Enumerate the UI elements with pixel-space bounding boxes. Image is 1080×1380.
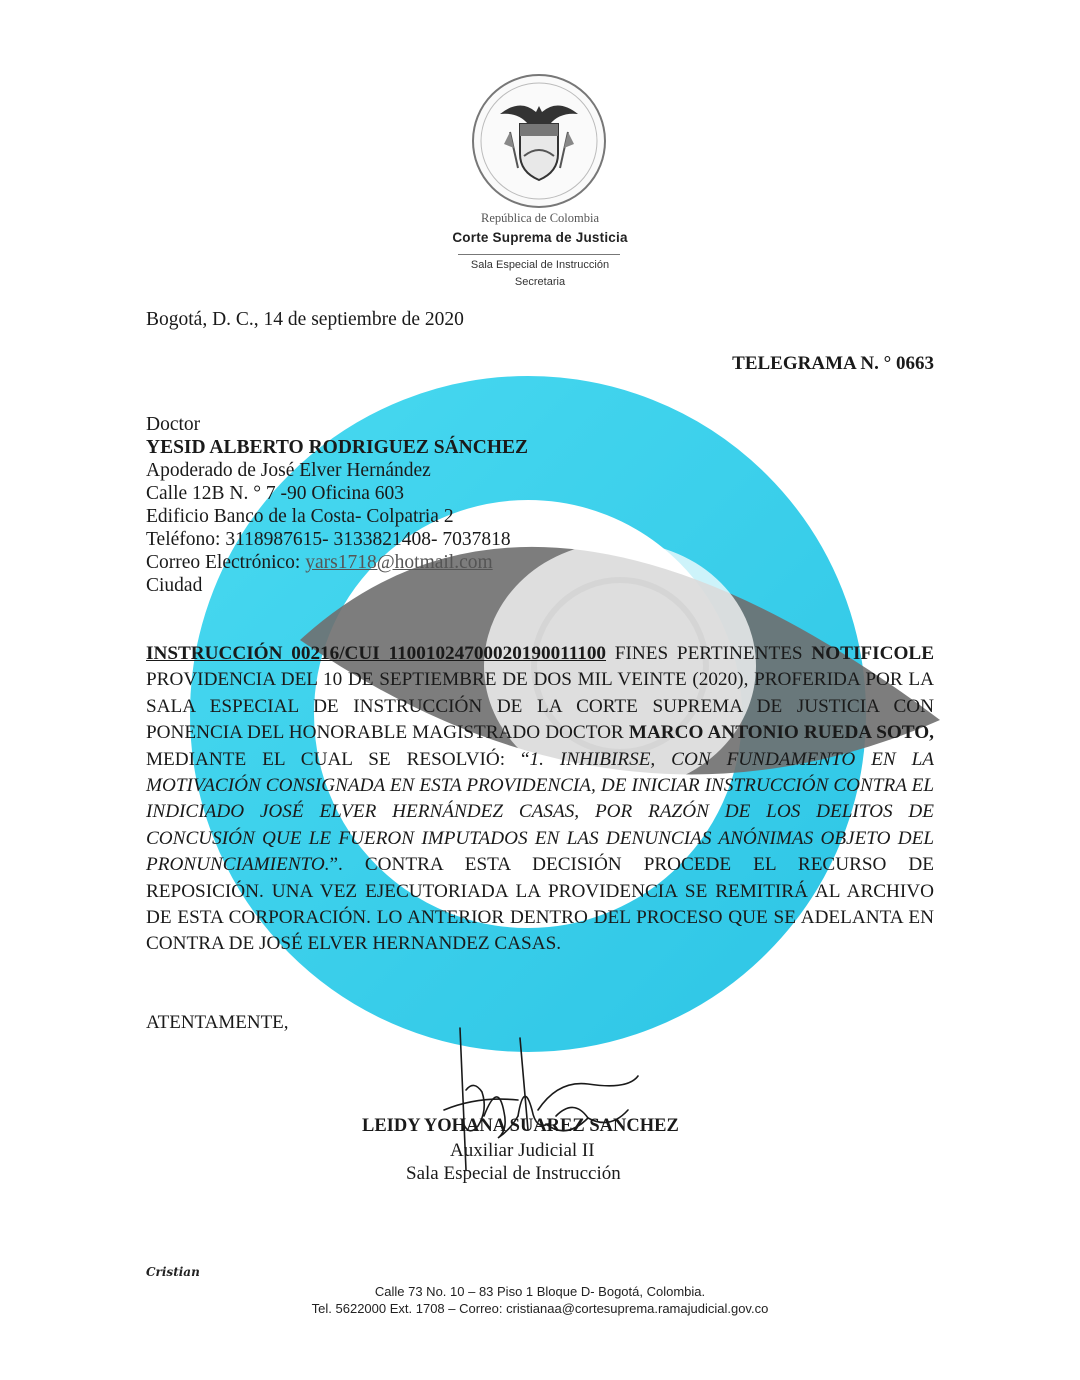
body-part-2: PROVIDENCIA DEL 10 DE SEPTIEMBRE DE DOS MIL VEINTE (2020), PROFERIDA POR LA SALA ESPECIAL DE INSTRUCCIÓN DE LA CORTE SUPREMA DE JUSTICIA CON PONENCIA DEL HONORABLE MAGISTRADO DOCTOR [146,669,934,744]
instruction-reference: INSTRUCCIÓN 00216/CUI [146,643,389,664]
recipient-building: Edificio Banco de la Costa- Colpatria 2 [146,506,454,527]
notify-label: NOTIFICOLE [811,643,934,664]
recipient-role: Apoderado de José Elver Hernández [146,460,431,481]
recipient-title: Doctor [146,414,201,435]
cui-number: 11001024700020190011100 [388,643,607,664]
telegram-number: TELEGRAMA N. ° 0663 [732,353,934,374]
resolution-quote: 1. INHIBIRSE, CON FUNDAMENTO EN LA MOTIVACIÓN CONSIGNADA EN ESTA PROVIDENCIA, DE INICIAR INSTRUCCIÓN CONTRA EL INDICIADO JOSÉ ELVER HERNÁNDEZ CASAS, POR RAZÓN DE LOS DELITOS DE CONCUSIÓN QUE LE FUERON IMPUTADOS EN LAS DENUNCIAS ANÓNIMAS OBJETO DEL PRONUNCIAMIENTO. [146,748,935,876]
recipient-city: Ciudad [146,575,203,596]
body-part-3: MEDIANTE EL CUAL SE RESOLVIÓ: “ [146,748,530,770]
recipient-address: Calle 12B N. ° 7 -90 Oficina 603 [146,483,405,504]
header-country: República de Colombia [480,211,600,225]
body-part-1: FINES PERTINENTES [606,643,812,664]
signatory-chamber: Sala Especial de Instrucción [406,1163,621,1184]
closing-salutation: ATENTAMENTE, [146,1012,289,1033]
recipient-block [146,413,528,597]
telegram-body [146,641,934,958]
coat-of-arms-seal [470,72,608,210]
email-link[interactable]: yars1718@hotmail.com [305,552,493,573]
signatory-name: LEIDY YOHANA SUAREZ SANCHEZ [362,1116,679,1136]
magistrate-name: MARCO ANTONIO RUEDA SOTO, [628,722,934,744]
header-divider [458,254,620,255]
header-chamber: Sala Especial de Instrucción [470,259,610,271]
recipient-phone: Teléfono: 3118987615- 3133821408- 7037818 [146,529,511,550]
footer-address: Calle 73 No. 10 – 83 Piso 1 Bloque D- Bogotá, Colombia. [374,1284,706,1299]
typist-initials [146,1263,206,1287]
handwritten-signature [438,1020,658,1190]
header-office: Secretaria [514,276,566,288]
email-label: Correo Electrónico: [146,552,301,573]
footer-contact: Tel. 5622000 Ext. 1708 – Correo: cristianaa@cortesuprema.ramajudicial.gov.co [311,1301,769,1316]
recipient-email-line [146,551,528,574]
recipient-name: YESID ALBERTO RODRIGUEZ SÁNCHEZ [146,437,529,458]
date-line: Bogotá, D. C., 14 de septiembre de 2020 [146,309,464,330]
header-court: Corte Suprema de Justicia [452,230,628,245]
body-part-4: ”. CONTRA ESTA DECISIÓN PROCEDE EL RECURSO DE REPOSICIÓN. UNA VEZ EJECUTORIADA LA PROVIDENCIA SE REMITIRÁ AL ARCHIVO DE ESTA CORPORACIÓN. LO ANTERIOR DENTRO DEL PROCESO QUE SE ADELANTA EN CONTRA DE JOSÉ ELVER HERNANDEZ CASAS. [146,854,934,955]
signatory-role: Auxiliar Judicial II [450,1140,595,1161]
typist-initials-text: Cristian [146,1265,200,1279]
